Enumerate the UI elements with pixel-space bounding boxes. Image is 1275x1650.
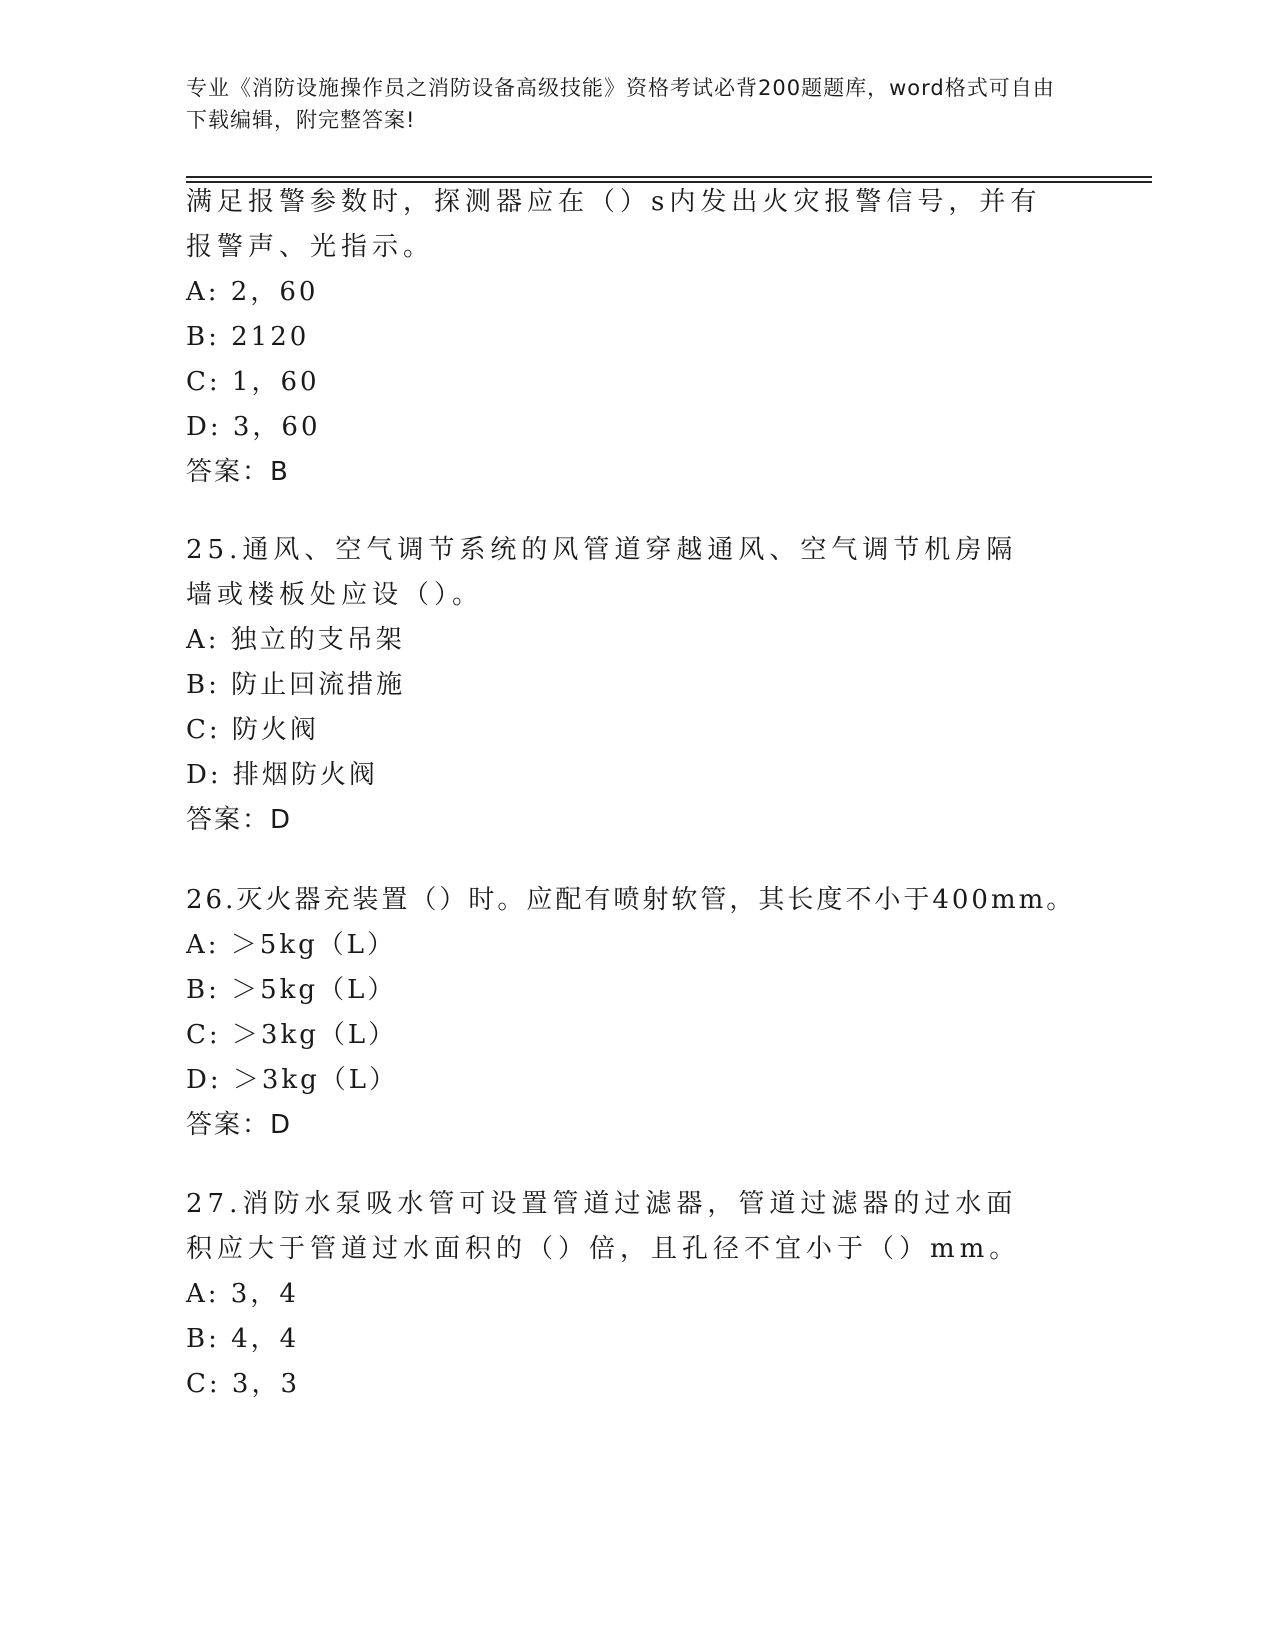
- question-stem: 25.通风、空气调节系统的风管道穿越通风、空气调节机房隔墙或楼板处应设（）。: [186, 535, 1018, 610]
- answer-line: 答案：D: [186, 1110, 293, 1140]
- option-c: C: 防火阀: [186, 715, 319, 745]
- option-d: D: ＞3kg（L）: [186, 1065, 399, 1095]
- option-c: C: ＞3kg（L）: [186, 1020, 398, 1050]
- option-c: C: 1，60: [186, 367, 320, 397]
- question-block: [186, 528, 1086, 843]
- header-divider-top: [186, 176, 1152, 178]
- answer-line: 答案：B: [186, 457, 290, 487]
- option-a: A: 3，4: [186, 1279, 299, 1309]
- question-block: [186, 180, 1086, 495]
- option-d: D: 排烟防火阀: [186, 760, 378, 790]
- question-block: [186, 878, 1086, 1148]
- question-stem: 26.灭火器充装置（）时。应配有喷射软管，其长度不小于400mm。: [186, 885, 1076, 915]
- option-b: B: 2120: [186, 322, 310, 352]
- answer-line: 答案：D: [186, 805, 293, 835]
- question-stem: 满足报警参数时，探测器应在（）s内发出火灾报警信号，并有报警声、光指示。: [186, 187, 1042, 262]
- question-stem: 27.消防水泵吸水管可设置管道过滤器，管道过滤器的过水面积应大于管道过水面积的（）倍，且孔径不宜小于（）mm。: [186, 1189, 1021, 1264]
- option-b: B: ＞5kg（L）: [186, 975, 397, 1005]
- option-a: A: ＞5kg（L）: [186, 930, 397, 960]
- option-a: A: 2，60: [186, 277, 319, 307]
- option-d: D: 3，60: [186, 412, 321, 442]
- option-b: B: 4，4: [186, 1324, 300, 1354]
- document-header: 专业《消防设施操作员之消防设备高级技能》资格考试必背200题题库，word格式可自由下载编辑，附完整答案!: [186, 76, 1055, 132]
- option-c: C: 3，3: [186, 1369, 301, 1399]
- option-a: A: 独立的支吊架: [186, 625, 405, 655]
- question-block: [186, 1182, 1086, 1407]
- option-b: B: 防止回流措施: [186, 670, 406, 700]
